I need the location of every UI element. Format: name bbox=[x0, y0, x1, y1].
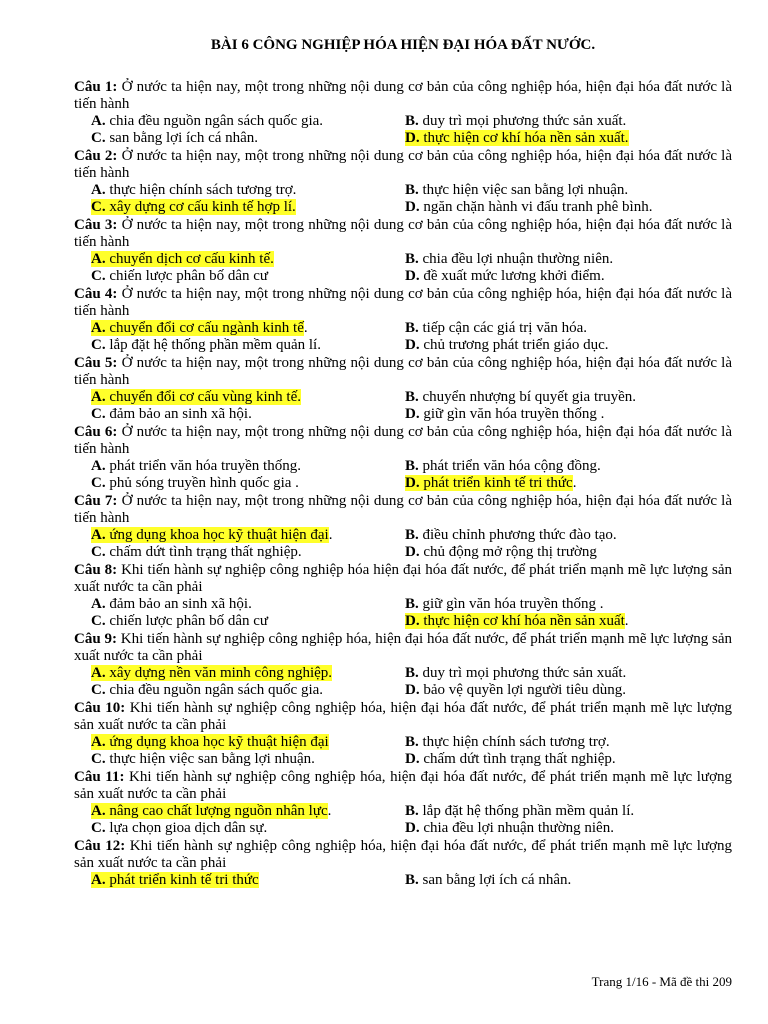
question-text: Ở nước ta hiện nay, một trong những nội dung cơ bản của công nghiệp hóa, hiện đại hóa đất nước là tiến hành bbox=[74, 424, 733, 457]
option-text: san bằng lợi ích cá nhân. bbox=[109, 130, 259, 146]
option-letter: B. bbox=[405, 320, 419, 336]
question-text: Ở nước ta hiện nay, một trong những nội dung cơ bản của công nghiệp hóa, hiện đại hóa đất nước là tiến hành bbox=[74, 493, 733, 526]
question-label: Câu 2: bbox=[74, 148, 118, 164]
answer-text bbox=[91, 182, 296, 198]
option-text: bảo vệ quyền lợi người tiêu dùng. bbox=[423, 682, 627, 698]
question-stem bbox=[74, 631, 732, 665]
question-label: Câu 7: bbox=[74, 493, 118, 509]
answer-option bbox=[91, 596, 405, 613]
answer-option bbox=[91, 199, 405, 216]
option-tail: . bbox=[572, 475, 577, 491]
question-stem bbox=[74, 79, 732, 113]
option-text: xây dựng nền văn minh công nghiệp. bbox=[109, 665, 333, 681]
answer-text bbox=[405, 337, 609, 353]
option-letter: B. bbox=[405, 596, 419, 612]
option-text: đề xuất mức lương khởi điểm. bbox=[423, 268, 605, 284]
question-item bbox=[74, 424, 732, 492]
option-text: phát triển văn hóa cộng đồng. bbox=[422, 458, 601, 474]
option-text: giữ gìn văn hóa truyền thống . bbox=[422, 596, 604, 612]
option-letter: B. bbox=[405, 665, 419, 681]
answer-option bbox=[91, 113, 405, 130]
option-letter: C. bbox=[91, 751, 106, 767]
option-text: chủ động mở rộng thị trường bbox=[423, 544, 597, 560]
answer-text bbox=[91, 613, 268, 629]
option-text: giữ gìn văn hóa truyền thống . bbox=[423, 406, 605, 422]
question-item bbox=[74, 148, 732, 216]
highlighted-answer bbox=[91, 251, 274, 267]
question-text: Ở nước ta hiện nay, một trong những nội dung cơ bản của công nghiệp hóa, hiện đại hóa đất nước là tiến hành bbox=[74, 217, 733, 250]
option-text: thực hiện chính sách tương trợ. bbox=[422, 734, 610, 750]
answer-option bbox=[405, 872, 732, 889]
option-text: thực hiện việc san bằng lợi nhuận. bbox=[422, 182, 629, 198]
answer-options bbox=[74, 734, 732, 768]
answer-options bbox=[74, 872, 732, 889]
option-letter: B. bbox=[405, 872, 419, 888]
option-letter: A. bbox=[91, 458, 106, 474]
question-label: Câu 8: bbox=[74, 562, 118, 578]
option-letter: A. bbox=[91, 734, 106, 750]
option-text: phát triển kinh tế tri thức bbox=[423, 475, 573, 491]
question-text: Ở nước ta hiện nay, một trong những nội dung cơ bản của công nghiệp hóa, hiện đại hóa đất nước là tiến hành bbox=[74, 286, 733, 319]
option-text: san bằng lợi ích cá nhân. bbox=[422, 872, 572, 888]
question-item bbox=[74, 631, 732, 699]
option-text: chấm dứt tình trạng thất nghiệp. bbox=[423, 751, 616, 767]
highlighted-answer bbox=[91, 527, 329, 543]
option-letter: A. bbox=[91, 320, 106, 336]
question-list bbox=[74, 79, 732, 889]
answer-text bbox=[91, 475, 299, 491]
question-stem bbox=[74, 562, 732, 596]
answer-option bbox=[91, 820, 405, 837]
highlighted-answer bbox=[91, 803, 328, 819]
option-tail: . bbox=[624, 613, 629, 629]
question-stem bbox=[74, 424, 732, 458]
highlighted-answer bbox=[405, 475, 573, 491]
highlighted-answer bbox=[91, 665, 332, 681]
answer-option bbox=[405, 751, 732, 768]
highlighted-answer bbox=[91, 389, 301, 405]
answer-option bbox=[405, 337, 732, 354]
answer-option bbox=[405, 820, 732, 837]
answer-option bbox=[91, 406, 405, 423]
answer-option bbox=[405, 251, 732, 268]
answer-options bbox=[74, 389, 732, 423]
answer-option bbox=[405, 475, 732, 492]
option-text: chia đều nguồn ngân sách quốc gia. bbox=[109, 113, 324, 129]
answer-text bbox=[405, 389, 636, 405]
answer-text bbox=[405, 872, 571, 888]
answer-text bbox=[91, 458, 301, 474]
option-letter: D. bbox=[405, 751, 420, 767]
option-letter: C. bbox=[91, 406, 106, 422]
option-letter: B. bbox=[405, 527, 419, 543]
option-text: chiến lược phân bố dân cư bbox=[109, 613, 269, 629]
answer-option bbox=[405, 130, 732, 147]
answer-text bbox=[405, 199, 652, 215]
question-text: Khi tiến hành sự nghiệp công nghiệp hóa hiện đại hóa đất nước, để phát triển mạnh mẽ lực lượng sản xuất nước ta cần phải bbox=[74, 562, 733, 595]
answer-options bbox=[74, 251, 732, 285]
answer-option bbox=[405, 406, 732, 423]
question-item bbox=[74, 838, 732, 889]
option-letter: A. bbox=[91, 803, 106, 819]
question-stem bbox=[74, 493, 732, 527]
answer-option bbox=[91, 268, 405, 285]
question-label: Câu 9: bbox=[74, 631, 117, 647]
answer-text bbox=[405, 596, 604, 612]
option-text: chuyển dịch cơ cấu kinh tế. bbox=[109, 251, 274, 267]
option-text: thực hiện cơ khí hóa nền sản xuất bbox=[423, 613, 625, 629]
highlighted-answer bbox=[91, 872, 259, 888]
question-stem bbox=[74, 838, 732, 872]
answer-option bbox=[91, 527, 405, 544]
option-letter: A. bbox=[91, 872, 106, 888]
question-item bbox=[74, 355, 732, 423]
answer-text bbox=[405, 734, 610, 750]
question-label: Câu 4: bbox=[74, 286, 118, 302]
option-letter: A. bbox=[91, 182, 106, 198]
answer-option bbox=[91, 182, 405, 199]
option-text: đảm bảo an sinh xã hội. bbox=[109, 596, 252, 612]
page-title: BÀI 6 CÔNG NGHIỆP HÓA HIỆN ĐẠI HÓA ĐẤT NƯỚC. bbox=[210, 37, 596, 53]
answer-options bbox=[74, 320, 732, 354]
question-text: Khi tiến hành sự nghiệp công nghiệp hóa, hiện đại hóa đất nước, để phát triển mạnh mẽ lực lượng sản xuất nước ta cần phải bbox=[74, 631, 732, 664]
question-label: Câu 12: bbox=[74, 838, 126, 854]
answer-option bbox=[91, 389, 405, 406]
answer-option bbox=[91, 320, 405, 337]
option-text: chuyển đổi cơ cấu vùng kinh tế. bbox=[109, 389, 301, 405]
question-item bbox=[74, 286, 732, 354]
answer-text bbox=[405, 458, 601, 474]
answer-option bbox=[405, 527, 732, 544]
option-letter: D. bbox=[405, 337, 420, 353]
question-label: Câu 11: bbox=[74, 769, 125, 785]
answer-option bbox=[405, 613, 732, 630]
option-letter: A. bbox=[91, 251, 106, 267]
question-label: Câu 1: bbox=[74, 79, 118, 95]
option-text: phát triển kinh tế tri thức bbox=[109, 872, 259, 888]
option-text: phát triển văn hóa truyền thống. bbox=[109, 458, 301, 474]
answer-options bbox=[74, 458, 732, 492]
answer-text bbox=[405, 820, 614, 836]
question-item bbox=[74, 79, 732, 147]
option-text: chia đều lợi nhuận thường niên. bbox=[423, 820, 614, 836]
answer-option bbox=[405, 544, 732, 561]
question-stem bbox=[74, 700, 732, 734]
answer-text bbox=[91, 337, 321, 353]
answer-text bbox=[91, 751, 315, 767]
answer-options bbox=[74, 527, 732, 561]
answer-option bbox=[405, 268, 732, 285]
question-item bbox=[74, 700, 732, 768]
option-letter: C. bbox=[91, 682, 106, 698]
answer-option bbox=[91, 458, 405, 475]
question-text: Ở nước ta hiện nay, một trong những nội dung cơ bản của công nghiệp hóa, hiện đại hóa đất nước là tiến hành bbox=[74, 148, 733, 181]
answer-option bbox=[91, 337, 405, 354]
answer-options bbox=[74, 113, 732, 147]
option-text: ngăn chặn hành vi đấu tranh phê bình. bbox=[423, 199, 653, 215]
question-text: Khi tiến hành sự nghiệp công nghiệp hóa, hiện đại hóa đất nước, để phát triển mạnh mẽ lực lượng sản xuất nước ta cần phải bbox=[74, 838, 733, 871]
option-text: lắp đặt hệ thống phần mềm quản lí. bbox=[422, 803, 635, 819]
option-letter: A. bbox=[91, 113, 106, 129]
option-letter: D. bbox=[405, 820, 420, 836]
option-letter: B. bbox=[405, 113, 419, 129]
answer-text bbox=[405, 803, 634, 819]
answer-option bbox=[91, 544, 405, 561]
answer-text bbox=[91, 113, 323, 129]
option-letter: A. bbox=[91, 527, 106, 543]
option-text: lựa chọn gioa dịch dân sự. bbox=[109, 820, 268, 836]
answer-text bbox=[405, 682, 626, 698]
answer-options bbox=[74, 182, 732, 216]
option-letter: C. bbox=[91, 544, 106, 560]
option-letter: D. bbox=[405, 130, 420, 146]
question-stem bbox=[74, 286, 732, 320]
question-label: Câu 6: bbox=[74, 424, 118, 440]
answer-option bbox=[91, 751, 405, 768]
answer-option bbox=[91, 251, 405, 268]
answer-text bbox=[91, 596, 252, 612]
answer-option bbox=[91, 734, 405, 751]
answer-text bbox=[405, 320, 587, 336]
question-stem bbox=[74, 217, 732, 251]
option-letter: C. bbox=[91, 337, 106, 353]
answer-option bbox=[405, 682, 732, 699]
option-text: chuyển nhượng bí quyết gia truyền. bbox=[422, 389, 637, 405]
highlighted-answer bbox=[405, 130, 629, 146]
answer-option bbox=[405, 320, 732, 337]
question-item bbox=[74, 493, 732, 561]
page-footer: Trang 1/16 - Mã đề thi 209 bbox=[591, 974, 732, 989]
highlighted-answer bbox=[405, 613, 625, 629]
answer-text bbox=[405, 406, 604, 422]
option-letter: B. bbox=[405, 182, 419, 198]
question-label: Câu 5: bbox=[74, 355, 118, 371]
answer-text bbox=[405, 268, 605, 284]
answer-option bbox=[405, 182, 732, 199]
answer-text bbox=[91, 682, 323, 698]
answer-option bbox=[405, 389, 732, 406]
option-letter: D. bbox=[405, 613, 420, 629]
option-letter: D. bbox=[405, 406, 420, 422]
question-stem bbox=[74, 355, 732, 389]
option-text: ứng dụng khoa học kỹ thuật hiện đại bbox=[109, 527, 329, 543]
answer-option bbox=[405, 665, 732, 682]
option-text: chia đều nguồn ngân sách quốc gia. bbox=[109, 682, 324, 698]
option-letter: D. bbox=[405, 475, 420, 491]
option-text: lắp đặt hệ thống phần mềm quản lí. bbox=[109, 337, 321, 353]
highlighted-answer bbox=[91, 320, 304, 336]
option-tail: . bbox=[328, 527, 333, 543]
option-letter: A. bbox=[91, 665, 106, 681]
option-text: chấm dứt tình trạng thất nghiệp. bbox=[109, 544, 302, 560]
answer-option bbox=[91, 613, 405, 630]
answer-text bbox=[91, 544, 302, 560]
option-text: xây dựng cơ cấu kinh tế hợp lí. bbox=[109, 199, 296, 215]
answer-options bbox=[74, 665, 732, 699]
answer-option bbox=[405, 458, 732, 475]
option-letter: D. bbox=[405, 268, 420, 284]
option-letter: D. bbox=[405, 199, 420, 215]
option-text: chuyển đổi cơ cấu ngành kinh tế bbox=[109, 320, 304, 336]
answer-text bbox=[91, 130, 258, 146]
question-stem bbox=[74, 769, 732, 803]
option-letter: C. bbox=[91, 820, 106, 836]
question-stem bbox=[74, 148, 732, 182]
option-tail: . bbox=[303, 320, 308, 336]
option-letter: C. bbox=[91, 613, 106, 629]
answer-option bbox=[91, 803, 405, 820]
option-text: ứng dụng khoa học kỹ thuật hiện đại bbox=[109, 734, 329, 750]
option-letter: B. bbox=[405, 734, 419, 750]
answer-option bbox=[405, 734, 732, 751]
answer-option bbox=[91, 682, 405, 699]
option-letter: A. bbox=[91, 596, 106, 612]
question-text: Ở nước ta hiện nay, một trong những nội dung cơ bản của công nghiệp hóa, hiện đại hóa đất nước là tiến hành bbox=[74, 355, 733, 388]
option-letter: C. bbox=[91, 268, 106, 284]
answer-option bbox=[405, 596, 732, 613]
question-text: Khi tiến hành sự nghiệp công nghiệp hóa, hiện đại hóa đất nước, để phát triển mạnh mẽ lực lượng sản xuất nước ta cần phải bbox=[74, 769, 732, 802]
option-text: thực hiện việc san bằng lợi nhuận. bbox=[109, 751, 315, 767]
option-text: chủ trương phát triển giáo dục. bbox=[423, 337, 609, 353]
option-text: duy trì mọi phương thức sản xuất. bbox=[422, 113, 627, 129]
option-text: điều chỉnh phương thức đào tạo. bbox=[422, 527, 617, 543]
highlighted-answer bbox=[91, 734, 329, 750]
question-text: Ở nước ta hiện nay, một trong những nội dung cơ bản của công nghiệp hóa, hiện đại hóa đất nước là tiến hành bbox=[74, 79, 733, 112]
option-text: đảm bảo an sinh xã hội. bbox=[109, 406, 252, 422]
option-letter: C. bbox=[91, 199, 106, 215]
answer-option bbox=[91, 475, 405, 492]
option-text: tiếp cận các giá trị văn hóa. bbox=[422, 320, 588, 336]
question-item bbox=[74, 217, 732, 285]
option-letter: C. bbox=[91, 130, 106, 146]
option-text: thực hiện chính sách tương trợ. bbox=[109, 182, 297, 198]
option-letter: D. bbox=[405, 682, 420, 698]
question-item bbox=[74, 562, 732, 630]
highlighted-answer bbox=[91, 199, 296, 215]
option-letter: B. bbox=[405, 803, 419, 819]
question-item bbox=[74, 769, 732, 837]
answer-options bbox=[74, 803, 732, 837]
question-text: Khi tiến hành sự nghiệp công nghiệp hóa, hiện đại hóa đất nước, để phát triển mạnh mẽ lực lượng sản xuất nước ta cần phải bbox=[74, 700, 733, 733]
answer-option bbox=[405, 803, 732, 820]
option-tail: . bbox=[327, 803, 332, 819]
answer-option bbox=[405, 113, 732, 130]
answer-text bbox=[91, 268, 268, 284]
document-page bbox=[74, 37, 732, 890]
answer-option bbox=[91, 872, 405, 889]
answer-text bbox=[91, 820, 267, 836]
answer-text bbox=[405, 665, 626, 681]
option-letter: C. bbox=[91, 475, 106, 491]
answer-options bbox=[74, 596, 732, 630]
option-text: chiến lược phân bố dân cư bbox=[109, 268, 269, 284]
answer-option bbox=[91, 130, 405, 147]
answer-text bbox=[91, 406, 252, 422]
answer-text bbox=[405, 544, 597, 560]
answer-text bbox=[405, 527, 617, 543]
option-text: thực hiện cơ khí hóa nền sản xuất. bbox=[423, 130, 629, 146]
option-text: duy trì mọi phương thức sản xuất. bbox=[422, 665, 627, 681]
answer-text bbox=[405, 113, 626, 129]
option-text: chia đều lợi nhuận thường niên. bbox=[422, 251, 614, 267]
option-letter: B. bbox=[405, 458, 419, 474]
option-letter: B. bbox=[405, 389, 419, 405]
question-label: Câu 10: bbox=[74, 700, 126, 716]
option-letter: D. bbox=[405, 544, 420, 560]
answer-option bbox=[405, 199, 732, 216]
option-letter: A. bbox=[91, 389, 106, 405]
answer-text bbox=[405, 251, 613, 267]
answer-option bbox=[91, 665, 405, 682]
answer-text bbox=[405, 182, 628, 198]
question-label: Câu 3: bbox=[74, 217, 118, 233]
option-text: nâng cao chất lượng nguồn nhân lực bbox=[109, 803, 328, 819]
option-text: phủ sóng truyền hình quốc gia . bbox=[109, 475, 299, 491]
answer-text bbox=[405, 751, 616, 767]
option-letter: B. bbox=[405, 251, 419, 267]
